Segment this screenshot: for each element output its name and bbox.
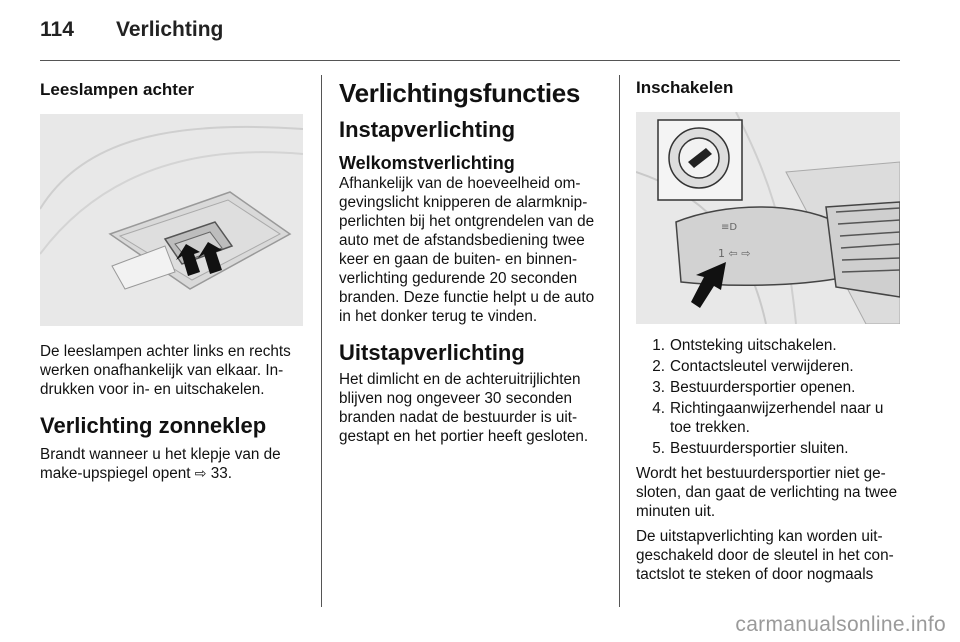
header-rule: [40, 60, 900, 61]
paragraph-exit-lighting: Het dimlicht en de achteruitrijlichten blijven nog ongeveer 30 seconden branden nadat de bestuurder is uit-gestapt en het portier heeft gesloten.: [339, 371, 589, 445]
section-heading-welcome-lighting: Welkomstverlichting: [339, 153, 515, 173]
watermark: carmanualsonline.info: [735, 613, 946, 636]
activation-steps-list: [636, 336, 904, 458]
list-item: 3. Bestuurdersportier openen.: [652, 379, 856, 396]
list-item: 4. Richtingaanwijzerhendel naar u toe trekken.: [652, 400, 884, 436]
section-heading-exit-lighting: Uitstapverlichting: [339, 340, 525, 365]
column-divider-left: [321, 75, 322, 607]
lever-illustration: [636, 112, 900, 324]
section-heading-reading-lamps: Leeslampen achter: [40, 80, 195, 99]
paragraph-door-not-closed: Wordt het bestuurdersportier niet ge-sloten, dan gaat de verlichting na twee minuten uit.: [636, 465, 898, 520]
chapter-title: Verlichting: [116, 18, 224, 41]
svg-text:≡D: ≡D: [721, 222, 738, 233]
column-middle: [339, 70, 607, 452]
lever-drawing: [636, 112, 900, 324]
section-heading-visor-lighting: Verlichting zonneklep: [40, 413, 267, 438]
page-number: 114: [40, 18, 74, 41]
paragraph-visor-lighting: [40, 445, 303, 483]
reading-lamp-illustration: [40, 114, 303, 326]
page-reference-icon: ⇨: [194, 465, 207, 481]
section-heading-activate: Inschakelen: [636, 78, 734, 97]
page-header: [40, 18, 223, 42]
column-right: [636, 70, 904, 590]
list-item: 2. Contactsleutel verwijderen.: [652, 358, 854, 375]
reading-lamp-drawing: [40, 114, 303, 326]
visor-text: Brandt wanneer u het klepje van de make-upspiegel opent: [40, 446, 281, 482]
column-divider-right: [619, 75, 620, 607]
main-title: Verlichtingsfuncties: [339, 78, 581, 108]
page-reference-number[interactable]: 33.: [210, 465, 233, 482]
list-item: 5. Bestuurdersportier sluiten.: [652, 440, 849, 457]
paragraph-welcome-lighting: Afhankelijk van de hoeveelheid om-gevingslicht knipperen de alarmknip-perlichten bij het ontgrendelen van de auto met de afstandsbediening twee keer en gaan de buiten- en binnen-verlichting gedurende 20 seconden branden. Deze functie helpt u de auto in het donker terug te vinden.: [339, 175, 595, 325]
svg-text:1 ⇦ ⇨: 1 ⇦ ⇨: [718, 247, 751, 260]
subtitle-entry-lighting: Instapverlichting: [339, 117, 516, 142]
column-left: [40, 70, 303, 489]
paragraph-reading-lamps: De leeslampen achter links en rechts werken onafhankelijk van elkaar. In-drukken voor in- en uitschakelen.: [40, 343, 291, 398]
list-item: 1. Ontsteking uitschakelen.: [652, 337, 837, 354]
paragraph-disable-exit-lighting: De uitstapverlichting kan worden uit-geschakeld door de sleutel in het con-tactslot te steken of door nogmaals: [636, 528, 894, 583]
